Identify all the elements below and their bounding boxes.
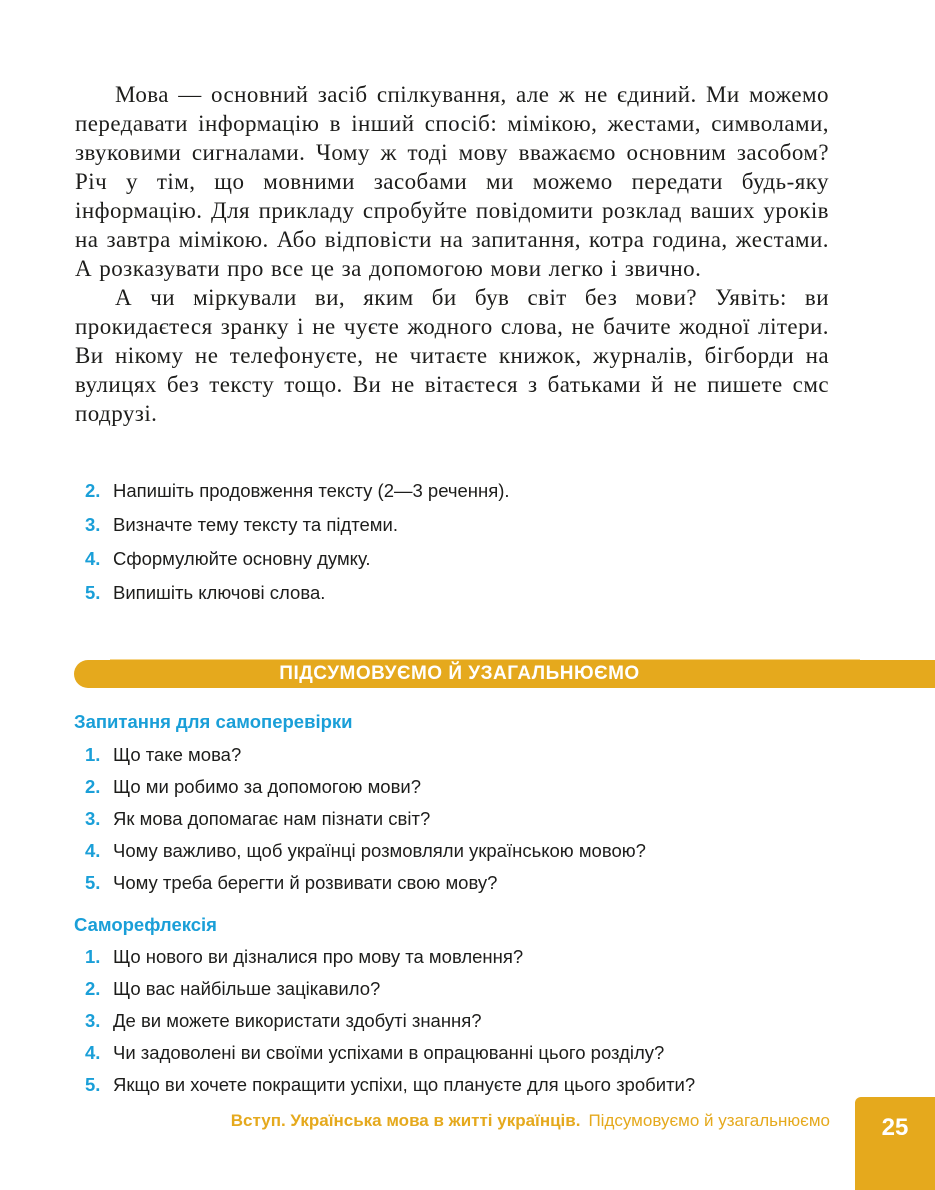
banner-title: ПІДСУМОВУЄМО Й УЗАГАЛЬНЮЄМО: [279, 663, 640, 684]
task-list: [85, 474, 845, 610]
reading-passage: [75, 80, 829, 428]
task-text: Визначте тему тексту та підтеми.: [113, 514, 398, 535]
list-item: [85, 941, 845, 973]
page-number-tab: [855, 1097, 935, 1190]
self-check-list: [85, 739, 845, 899]
reflection-list: [85, 941, 845, 1101]
item-text: Що нового ви дізналися про мову та мовлення?: [113, 946, 524, 967]
item-number: 5.: [85, 872, 101, 893]
item-text: Що ми робимо за допомогою мови?: [113, 776, 422, 797]
list-item: [85, 1005, 845, 1037]
list-item: [85, 771, 845, 803]
item-number: 5.: [85, 1074, 101, 1095]
page-number: 25: [881, 1114, 909, 1141]
task-number: 4.: [85, 548, 101, 569]
task-item: [85, 576, 845, 610]
list-item: [85, 1069, 845, 1101]
list-item: [85, 1037, 845, 1069]
task-item: [85, 542, 845, 576]
task-number: 5.: [85, 582, 101, 603]
footer-section: Підсумовуємо й узагальнюємо: [588, 1111, 830, 1130]
footer-chapter: Вступ. Українська мова в житті українців.: [230, 1111, 581, 1130]
self-check-title: Запитання для самоперевірки: [74, 711, 353, 732]
item-number: 3.: [85, 1010, 101, 1031]
item-number: 2.: [85, 978, 101, 999]
task-item: [85, 508, 845, 542]
list-item: [85, 973, 845, 1005]
item-text: Якщо ви хочете покращити успіхи, що плануєте для цього зробити?: [113, 1074, 696, 1095]
list-item: [85, 739, 845, 771]
item-text: Чому треба берегти й розвивати свою мову?: [113, 872, 498, 893]
item-text: Чи задоволені ви своїми успіхами в опрацюванні цього розділу?: [113, 1042, 665, 1063]
summary-banner: [74, 660, 935, 688]
passage-paragraph-1: Мова — основний засіб спілкування, але ж не єдиний. Ми можемо передавати інформацію в інший спосіб: мімікою, жестами, символами, звуковими сигналами. Чому ж тоді мову вважаємо основним засобом? Річ у тім, що мовними засобами ми можемо передати будь-яку інформацію. Для прикладу спробуйте повідомити розклад ваших уроків на завтра мімікою. Або відповісти на запитання, котра година, жестами. А розказувати про все це за допомогою мови легко і звично.: [75, 82, 829, 281]
running-footer: [100, 1111, 830, 1131]
list-item: [85, 835, 845, 867]
item-number: 1.: [85, 744, 101, 765]
task-number: 3.: [85, 514, 101, 535]
task-item: [85, 474, 845, 508]
list-item: [85, 803, 845, 835]
task-text: Напишіть продовження тексту (2—3 речення).: [113, 480, 510, 501]
item-number: 2.: [85, 776, 101, 797]
task-number: 2.: [85, 480, 101, 501]
item-number: 4.: [85, 1042, 101, 1063]
task-text: Сформулюйте основну думку.: [113, 548, 371, 569]
item-number: 4.: [85, 840, 101, 861]
item-number: 3.: [85, 808, 101, 829]
reflection-title: Саморефлексія: [74, 914, 217, 935]
item-text: Що таке мова?: [113, 744, 242, 765]
item-text: Що вас найбільше зацікавило?: [113, 978, 381, 999]
item-text: Де ви можете використати здобуті знання?: [113, 1010, 482, 1031]
item-text: Чому важливо, щоб українці розмовляли українською мовою?: [113, 840, 646, 861]
passage-paragraph-2: А чи міркували ви, яким би був світ без мови? Уявіть: ви прокидаєтеся зранку і не чуєте жодного слова, не бачите жодної літери. Ви нікому не телефонуєте, не читаєте книжок, журналів, бігборди на вулицях без тексту тощо. Ви не вітаєтеся з батьками й не пишете смс подрузі.: [75, 285, 829, 426]
item-number: 1.: [85, 946, 101, 967]
task-text: Випишіть ключові слова.: [113, 582, 326, 603]
item-text: Як мова допомагає нам пізнати світ?: [113, 808, 431, 829]
list-item: [85, 867, 845, 899]
